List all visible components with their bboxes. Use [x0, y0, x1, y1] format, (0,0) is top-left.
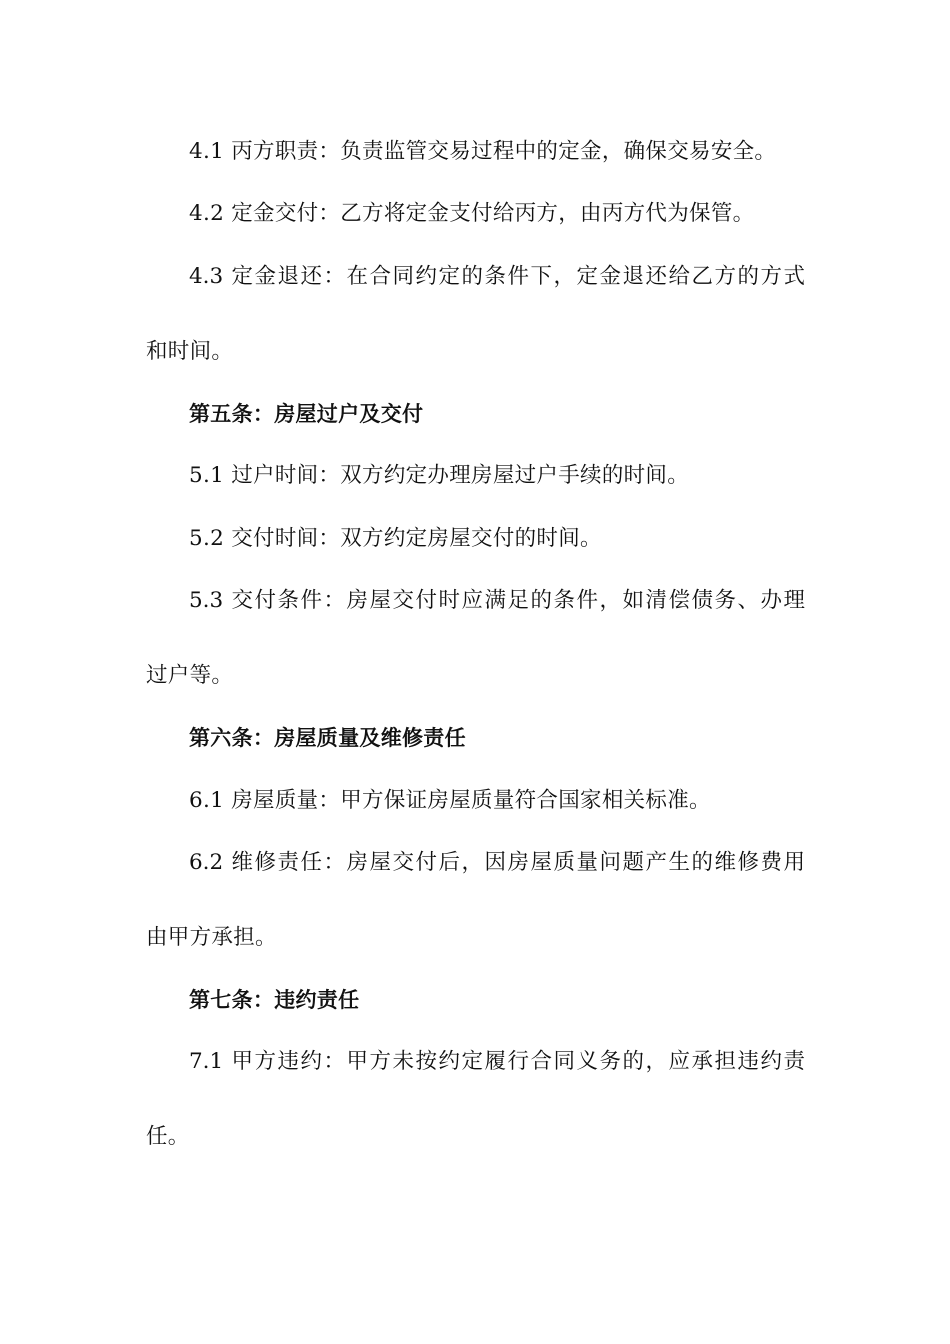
- clause-7-1-line-2: 任。: [146, 1124, 190, 1149]
- clause-5-3-line-1: 5.3 交付条件：房屋交付时应满足的条件，如清偿债务、办理: [189, 588, 805, 613]
- clause-4-3-line-1: 4.3 定金退还：在合同约定的条件下，定金退还给乙方的方式: [189, 264, 805, 289]
- article-6-heading: 第六条：房屋质量及维修责任: [189, 726, 466, 750]
- article-5-heading: 第五条：房屋过户及交付: [189, 402, 424, 426]
- clause-7-1-line-1: 7.1 甲方违约：甲方未按约定履行合同义务的，应承担违约责: [189, 1049, 805, 1074]
- article-7-heading: 第七条：违约责任: [189, 988, 360, 1012]
- clause-5-1: 5.1 过户时间：双方约定办理房屋过户手续的时间。: [189, 463, 690, 488]
- clause-4-2: 4.2 定金交付：乙方将定金支付给丙方，由丙方代为保管。: [189, 201, 755, 226]
- clause-4-1: 4.1 丙方职责：负责监管交易过程中的定金，确保交易安全。: [189, 139, 777, 164]
- clause-6-2-line-2: 由甲方承担。: [146, 925, 277, 950]
- clause-6-1: 6.1 房屋质量：甲方保证房屋质量符合国家相关标准。: [189, 788, 711, 813]
- clause-4-3-line-2: 和时间。: [146, 339, 234, 364]
- clause-5-3-line-2: 过户等。: [146, 663, 234, 688]
- clause-6-2-line-1: 6.2 维修责任：房屋交付后，因房屋质量问题产生的维修费用: [189, 850, 805, 875]
- clause-5-2: 5.2 交付时间：双方约定房屋交付的时间。: [189, 526, 602, 551]
